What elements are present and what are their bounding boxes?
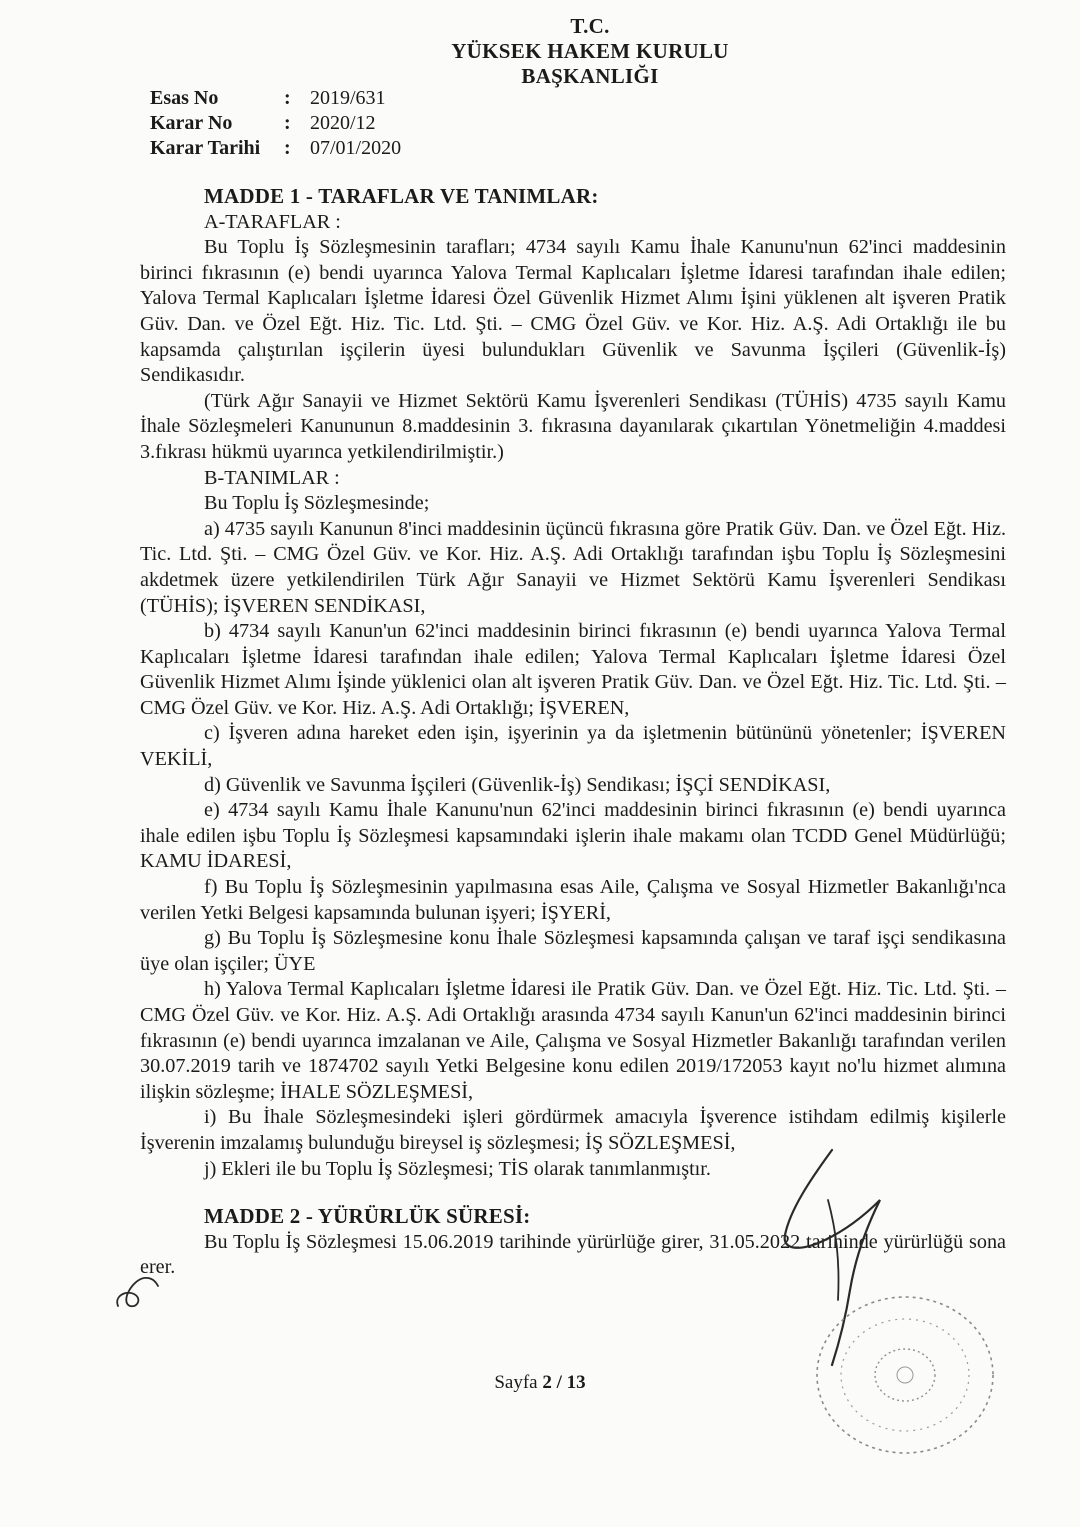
section-a-heading: A-TARAFLAR : [204,210,341,233]
article-2-heading: MADDE 2 - YÜRÜRLÜK SÜRESİ: [204,1204,531,1229]
meta-colon: : [284,112,291,134]
definition-item-h: h) Yalova Termal Kaplıcaları İşletme İdaresi ile Pratik Güv. Dan. ve Özel Eğt. Hiz. Tic. Ltd. Şti. – CMG Özel Güv. ve Kor. Hiz. A.Ş. Adi Ortaklığı arasında 4734 sayılı Kanun'un 62'inci maddesinin birinci fıkrasının (e) bendi uyarınca imzalanan ve Aile, Çalışma ve Sosyal Hizmetler Bakanlığı tarafından verilen 30.07.2019 tarih ve 1874702 sayılı Yetki Belgesine konu edilen 2019/172053 kayıt no'lu hizmet alımına ilişkin sözleşme; İHALE SÖZLEŞMESİ, [140,978,1006,1103]
meta-row-karar [150,111,401,136]
section-b-heading: B-TANIMLAR : [204,466,340,489]
definition-item-b: b) 4734 sayılı Kanun'un 62'inci maddesinin birinci fıkrasının (e) bendi uyarınca Yalova Termal Kaplıcaları İşletme İdaresi tarafından ihale edilen; Yalova Termal Kaplıcaları İşletme İdaresi Özel Güvenlik Hizmet Alımı İşinde yüklenici olan alt işveren Pratik Güv. Dan. ve Özel Eğt. Hiz. Tic. Ltd. Şti. – CMG Özel Güv. ve Kor. Hiz. A.Ş. Adi Ortaklığı; İŞVEREN, [140,620,1006,719]
meta-colon: : [284,87,291,109]
section-a-paragraph-2: (Türk Ağır Sanayii ve Hizmet Sektörü Kamu İşverenleri Sendikası (TÜHİS) 4735 sayılı Kamu İhale Sözleşmeleri Kanununun 8.maddesinin 3. fıkrasına dayanılarak çıkartılan Yönetmeliğin 4.maddesi 3.fıkrası hükmü uyarınca yetkilendirilmiştir.) [140,389,1006,463]
definition-item-f: f) Bu Toplu İş Sözleşmesinin yapılmasına esas Aile, Çalışma ve Sosyal Hizmetler Bakanlığı'nca verilen Yetki Belgesi kapsamında bulunan işyeri; İŞYERİ, [140,876,1006,924]
article-2-paragraph: Bu Toplu İş Sözleşmesi 15.06.2019 tarihinde yürürlüğe girer, 31.05.2022 tarihinde yürürlüğü sona erer. [140,1230,1006,1279]
section-b-intro: Bu Toplu İş Sözleşmesinde; [204,492,430,515]
meta-row-esas [150,86,401,111]
meta-value: 07/01/2020 [310,137,402,159]
page-label: Sayfa [494,1372,538,1393]
definition-item-e: e) 4734 sayılı Kamu İhale Kanunu'nun 62'inci maddesinin birinci fıkrasının (e) bendi uyarınca ihale edilen işbu Toplu İş Sözleşmesi kapsamındaki işlerin ihale makamı olan TCDD Genel Müdürlüğü; KAMU İDARESİ, [140,799,1006,873]
definition-item-j: j) Ekleri ile bu Toplu İş Sözleşmesi; TİS olarak tanımlanmıştır. [204,1157,711,1180]
meta-row-karar-tarihi [150,136,401,161]
meta-label: Karar Tarihi [150,137,261,159]
page-number: 2 / 13 [542,1372,586,1393]
definition-item-c: c) İşveren adına hareket eden işin, işyerinin ya da işletmenin bütününü yönetenler; İŞVEREN VEKİLİ, [140,722,1006,771]
document-header [380,14,800,89]
case-meta [150,86,401,161]
section-a-paragraph-1: Bu Toplu İş Sözleşmesinin tarafları; 4734 sayılı Kamu İhale Kanunu'nun 62'inci maddesinin birinci fıkrasının (e) bendi uyarınca Yalova Termal Kaplıcaları İşletme İdaresi tarafından ihale edilen; Yalova Termal Kaplıcaları İşletme İdaresi Özel Güvenlik Hizmet Alımı İşini yüklenen alt işveren Pratik Güv. Dan. ve Özel Eğt. Hiz. Tic. Ltd. Şti. – CMG Özel Güv. ve Kor. Hiz. A.Ş. Adi Ortaklığı ile bu kapsamda çalıştırılan işçilerin üyesi bulundukları Güvenlik ve Savunma İşçileri (Güvenlik-İş) Sendikasıdır. [140,236,1006,387]
meta-label: Esas No [150,87,219,109]
meta-value: 2020/12 [310,112,376,134]
meta-value: 2019/631 [310,87,386,109]
meta-label: Karar No [150,112,233,134]
article-1-heading: MADDE 1 - TARAFLAR VE TANIMLAR: [204,184,599,208]
header-tc: T.C. [570,14,610,38]
header-presidency: BAŞKANLIĞI [521,64,659,88]
page-footer [0,1372,1080,1394]
definition-item-g: g) Bu Toplu İş Sözleşmesine konu İhale Sözleşmesi kapsamında çalışan ve taraf işçi sendikasına üye olan işçiler; ÜYE [140,927,1006,975]
header-institution: YÜKSEK HAKEM KURULU [451,39,729,63]
definition-item-i: i) Bu İhale Sözleşmesindeki işleri gördürmek amacıyla İşverence istihdam edilmiş kişilerle İşverenin imzalamış bulunduğu bireysel iş sözleşmesi; İŞ SÖZLEŞMESİ, [140,1106,1006,1154]
paraph-initial [112,1268,162,1312]
document-body [140,184,1006,1281]
meta-colon: : [284,137,291,159]
definition-item-a: a) 4735 sayılı Kanunun 8'inci maddesinin üçüncü fıkrasına göre Pratik Güv. Dan. ve Özel Eğt. Hiz. Tic. Ltd. Şti. – CMG Özel Güv. ve Kor. Hiz. A.Ş. Adi Ortaklığı tarafından işbu Toplu İş Sözleşmesini akdetmek üzere yetkilendirilen Türk Ağır Sanayii ve Hizmet Sektörü Kamu İşverenleri Sendikası (TÜHİS); İŞVEREN SENDİKASI, [140,517,1006,617]
definition-item-d: d) Güvenlik ve Savunma İşçileri (Güvenlik-İş) Sendikası; İŞÇİ SENDİKASI, [204,773,831,796]
